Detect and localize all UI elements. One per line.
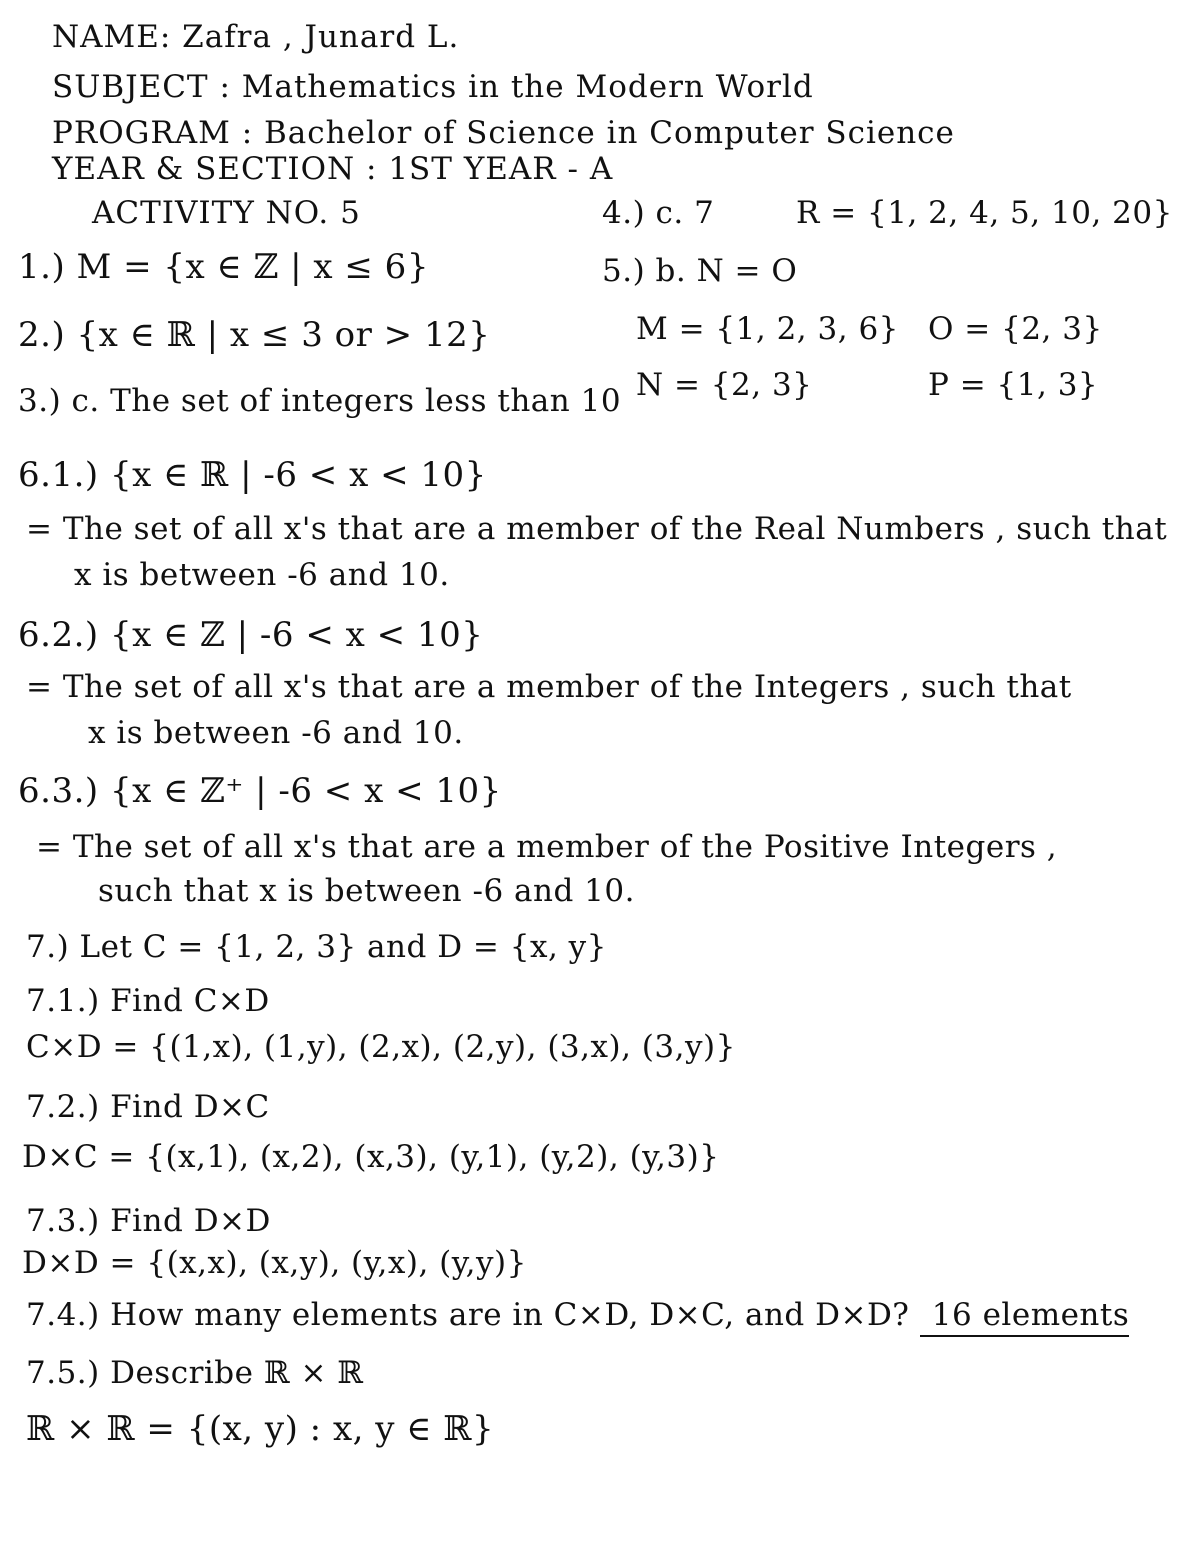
question-7-5: 7.5.) Describe ℝ × ℝ bbox=[26, 1355, 364, 1391]
question-7-1: 7.1.) Find C×D bbox=[26, 983, 270, 1019]
answer-3: 3.) c. The set of integers less than 10 bbox=[18, 383, 622, 419]
answer-7-4: 16 elements bbox=[920, 1297, 1129, 1337]
set-m: M = {1, 2, 3, 6} bbox=[636, 311, 899, 347]
answer-7-5: ℝ × ℝ = {(x, y) : x, y ∈ ℝ} bbox=[26, 1409, 495, 1449]
answer-7-2: D×C = {(x,1), (x,2), (x,3), (y,1), (y,2), (y,3)} bbox=[22, 1139, 720, 1175]
answer-6-3-line-2: such that x is between -6 and 10. bbox=[98, 873, 635, 909]
set-r: R = {1, 2, 4, 5, 10, 20} bbox=[796, 195, 1173, 231]
answer-1: 1.) M = {x ∈ ℤ | x ≤ 6} bbox=[18, 247, 429, 287]
question-7-2: 7.2.) Find D×C bbox=[26, 1089, 270, 1125]
question-7-intro: 7.) Let C = {1, 2, 3} and D = {x, y} bbox=[26, 929, 607, 965]
answer-6-2-line-2: x is between -6 and 10. bbox=[88, 715, 464, 751]
question-7-3: 7.3.) Find D×D bbox=[26, 1203, 271, 1239]
year-section-line: YEAR & SECTION : 1ST YEAR - A bbox=[52, 151, 614, 187]
answer-4: 4.) c. 7 bbox=[602, 195, 715, 231]
answer-6-3-line-1: = The set of all x's that are a member of the Positive Integers , bbox=[36, 829, 1058, 865]
answer-5: 5.) b. N = O bbox=[602, 253, 798, 289]
question-6-2: 6.2.) {x ∈ ℤ | -6 < x < 10} bbox=[18, 615, 484, 655]
answer-2: 2.) {x ∈ ℝ | x ≤ 3 or > 12} bbox=[18, 315, 491, 355]
answer-7-1: C×D = {(1,x), (1,y), (2,x), (2,y), (3,x), (3,y)} bbox=[26, 1029, 736, 1065]
answer-6-2-line-1: = The set of all x's that are a member of the Integers , such that bbox=[26, 669, 1072, 705]
subject-line: SUBJECT : Mathematics in the Modern World bbox=[52, 69, 814, 105]
answer-6-1-line-1: = The set of all x's that are a member of the Real Numbers , such that bbox=[26, 511, 1168, 547]
activity-title: ACTIVITY NO. 5 bbox=[92, 195, 361, 231]
set-n: N = {2, 3} bbox=[636, 367, 813, 403]
set-p: P = {1, 3} bbox=[928, 367, 1099, 403]
question-6-1: 6.1.) {x ∈ ℝ | -6 < x < 10} bbox=[18, 455, 487, 495]
set-o: O = {2, 3} bbox=[928, 311, 1103, 347]
question-7-4-text: 7.4.) How many elements are in C×D, D×C, and D×D? bbox=[26, 1297, 910, 1333]
student-name: NAME: Zafra , Junard L. bbox=[52, 19, 460, 55]
program-line: PROGRAM : Bachelor of Science in Computer Science bbox=[52, 115, 955, 151]
answer-6-1-line-2: x is between -6 and 10. bbox=[74, 557, 450, 593]
question-7-4 bbox=[26, 1298, 1129, 1334]
question-6-3: 6.3.) {x ∈ ℤ⁺ | -6 < x < 10} bbox=[18, 771, 502, 811]
answer-7-3: D×D = {(x,x), (x,y), (y,x), (y,y)} bbox=[22, 1245, 527, 1281]
